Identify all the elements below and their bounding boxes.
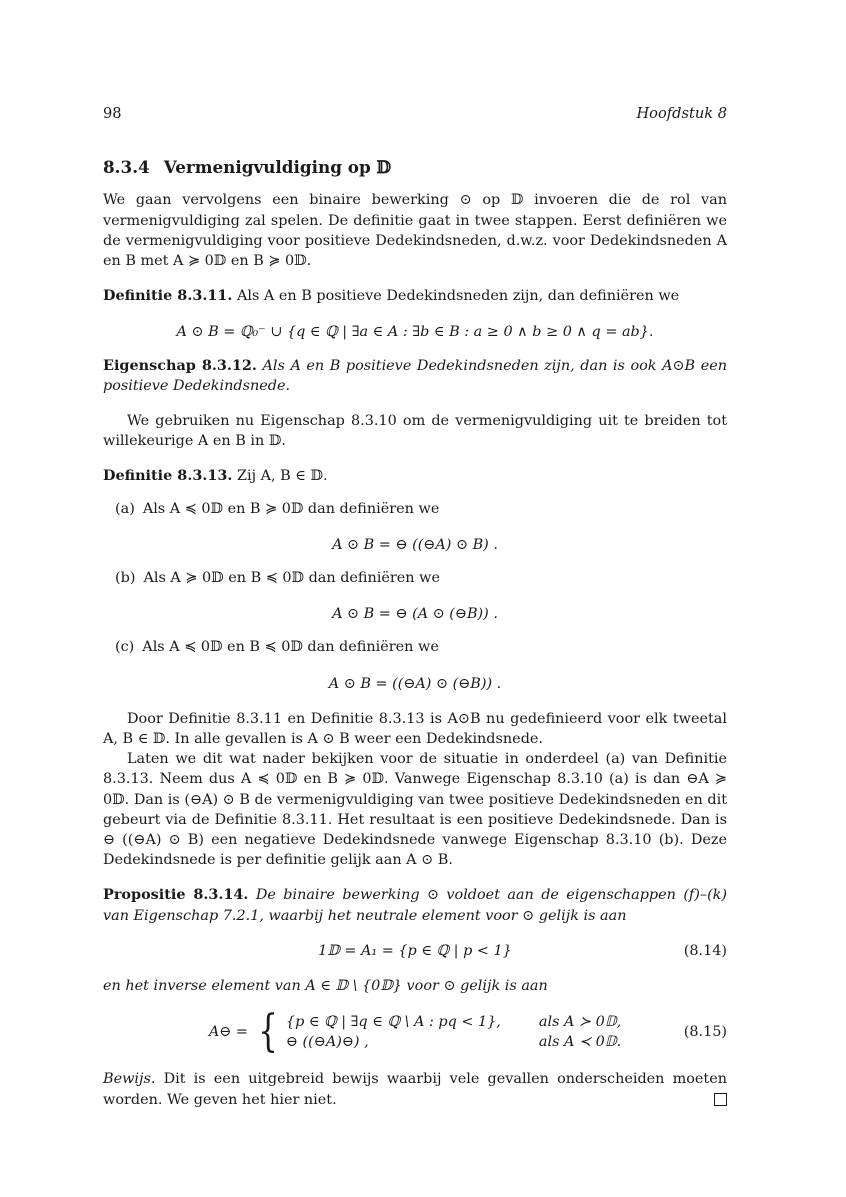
intro-paragraph: We gaan vervolgens een binaire bewerking ⊙ op 𝔻 invoeren die de rol van vermenigvuldiging zal spelen. De definitie gaat in twee stappen. Eerst definiëren we de vermenigvuldiging voor positieve Dedekindsneden, d.w.z. voor Dedekindsneden A en B met A ≽ 0𝔻 en B ≽ 0𝔻. xyxy=(103,192,727,270)
cases-table xyxy=(286,1012,621,1052)
case-text: Als A ≼ 0𝔻 en B ≽ 0𝔻 dan definiëren we xyxy=(142,500,440,517)
explanation-paragraph: Laten we dit wat nader bekijken voor de situatie in onderdeel (a) van Definitie 8.3.13. Neem dus A ≼ 0𝔻 en B ≽ 0𝔻. Vanwege Eigenschap 8.3.10 (a) is dan ⊖A ≽ 0𝔻. Dan is (⊖A) ⊙ B de vermenigvuldiging van twee positieve Dedekindsneden en dit gebeurt via de Definitie 8.3.11. Het resultaat is een positieve Dedekindsnede. Dan is ⊖ ((⊖A) ⊙ B) een negatieve Dedekindsnede vanwege Eigenschap 8.3.10 (b). Deze Dedekindsnede is per definitie gelijk aan A ⊙ B. xyxy=(103,751,727,869)
case-row xyxy=(286,1012,621,1032)
definition-8-3-11 xyxy=(103,286,727,306)
case-formula: A ⊙ B = ⊖ (A ⊙ (⊖B)) . xyxy=(332,606,498,623)
equation-number: (8.14) xyxy=(683,942,727,959)
section-number: 8.3.4 xyxy=(103,157,150,178)
proof-text: Dit is een uitgebreid bewijs waarbij vele gevallen onderscheiden moeten worden. We geven het hier niet. xyxy=(103,1071,727,1108)
section-title: Vermenigvuldiging op 𝔻 xyxy=(163,157,392,178)
case-text: Als A ≼ 0𝔻 en B ≼ 0𝔻 dan definiëren we xyxy=(142,639,439,656)
summary-paragraph: Door Definitie 8.3.11 en Definitie 8.3.13 is A⊙B nu gedefinieerd voor elk tweetal A, B ∈ 𝔻. In alle gevallen is A ⊙ B weer een Dedekindsnede. xyxy=(103,710,727,748)
case-formula: A ⊙ B = ⊖ ((⊖A) ⊙ B) . xyxy=(332,536,498,553)
proposition-text: De binaire bewerking ⊙ voldoet aan de eigenschappen (f)–(k) van Eigenschap 7.2.1, waarbij het neutrale element voor ⊙ gelijk is aan xyxy=(103,887,728,924)
property-text: Als A en B positieve Dedekindsneden zijn, dan is ook A⊙B een positieve Dedekindsnede. xyxy=(103,357,727,394)
property-label: Eigenschap 8.3.12. xyxy=(103,356,257,374)
proposition-8-3-14 xyxy=(103,885,727,925)
proof-label: Bewijs. xyxy=(103,1071,156,1088)
proof-paragraph xyxy=(103,1069,727,1109)
case-item xyxy=(115,568,727,588)
equation-8-15 xyxy=(103,1006,727,1058)
proposition-label: Propositie 8.3.14. xyxy=(103,886,249,904)
definition-label: Definitie 8.3.11. xyxy=(103,287,233,305)
case-label: (b) xyxy=(115,570,136,587)
proof xyxy=(103,1069,727,1109)
equation-number: (8.15) xyxy=(683,1024,727,1041)
case-text: Als A ≽ 0𝔻 en B ≼ 0𝔻 dan definiëren we xyxy=(143,570,440,587)
definition-8-3-13 xyxy=(103,466,727,486)
page-number: 98 xyxy=(103,105,122,122)
case-expression: {p ∈ ℚ | ∃q ∈ ℚ \ A : pq < 1}, xyxy=(285,1014,501,1031)
definition-label: Definitie 8.3.13. xyxy=(103,467,233,485)
equation-body: 1𝔻 = A₁ = {p ∈ ℚ | p < 1} xyxy=(318,942,512,959)
equation-8-14 xyxy=(103,941,727,961)
extension-paragraph: We gebruiken nu Eigenschap 8.3.10 om de vermenigvuldiging uit te breiden tot willekeurige A en B in 𝔻. xyxy=(103,413,727,450)
case-item xyxy=(115,637,727,657)
chapter-title: Hoofdstuk 8 xyxy=(636,105,727,122)
case-row xyxy=(286,1032,621,1052)
case-formula: A ⊙ B = ((⊖A) ⊙ (⊖B)) . xyxy=(328,675,502,692)
running-header xyxy=(103,104,727,124)
equation-lhs: A⊖ = xyxy=(208,1024,248,1041)
section-heading xyxy=(103,157,727,177)
definition-text: Als A en B positieve Dedekindsneden zijn, dan definiëren we xyxy=(236,288,680,305)
proposition-continuation: en het inverse element van A ∈ 𝔻 \ {0𝔻} voor ⊙ gelijk is aan xyxy=(103,978,548,995)
page xyxy=(103,104,727,1110)
property-8-3-12 xyxy=(103,356,727,396)
case-label: (c) xyxy=(115,639,135,656)
case-label: (a) xyxy=(115,500,135,517)
case-item xyxy=(115,499,727,519)
case-condition: als A ≻ 0𝔻, xyxy=(538,1014,622,1031)
case-condition: als A ≺ 0𝔻. xyxy=(538,1034,622,1051)
definition-text: Zij A, B ∈ 𝔻. xyxy=(236,468,328,485)
qed-box-icon xyxy=(714,1093,727,1106)
definition-formula: A ⊙ B = ℚ₀⁻ ∪ {q ∈ ℚ | ∃a ∈ A : ∃b ∈ B : a ≥ 0 ∧ b ≥ 0 ∧ q = ab}. xyxy=(176,324,654,341)
left-brace: { xyxy=(258,1006,278,1058)
case-expression: ⊖ ((⊖A)⊖) , xyxy=(285,1034,369,1051)
